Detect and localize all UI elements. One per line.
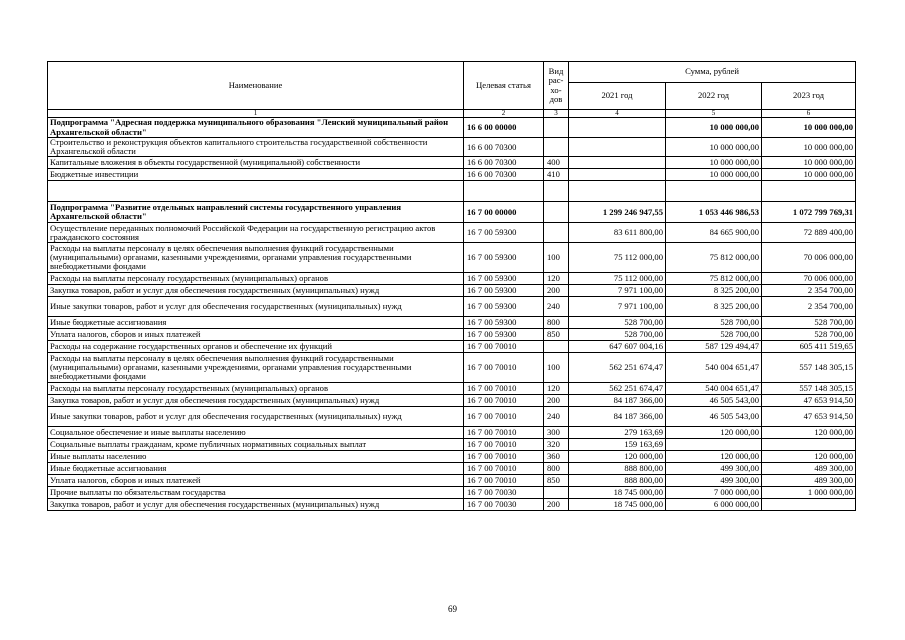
table-row [48,223,856,243]
row-sum-2023-cell: 10 000 000,00 [762,169,856,181]
row-code-cell: 16 7 00 70010 [464,407,544,427]
row-sum-2023-cell: 605 411 519,65 [762,341,856,353]
row-sum-2021-cell: 83 611 800,00 [569,223,666,243]
row-sum-2023-cell: 47 653 914,50 [762,395,856,407]
row-code-cell: 16 7 00 70010 [464,451,544,463]
row-expense-type-cell [544,181,569,202]
row-sum-2021-cell: 888 800,00 [569,475,666,487]
row-code-cell [464,181,544,202]
row-sum-2021-cell: 18 745 000,00 [569,487,666,499]
row-expense-type-cell: 100 [544,243,569,273]
column-index: 5 [666,110,762,118]
row-name-cell: Иные закупки товаров, работ и услуг для обеспечения государственных (муниципальных) нужд [48,407,464,427]
row-sum-2021-cell: 75 112 000,00 [569,273,666,285]
row-sum-2023-cell: 1 072 799 769,31 [762,202,856,223]
row-expense-type-cell: 360 [544,451,569,463]
row-sum-2023-cell: 120 000,00 [762,451,856,463]
row-sum-2022-cell: 540 004 651,47 [666,353,762,383]
row-sum-2023-cell: 70 006 000,00 [762,273,856,285]
row-code-cell: 16 7 00 70010 [464,383,544,395]
page-number: 69 [448,604,457,614]
row-code-cell: 16 7 00 70030 [464,499,544,511]
row-sum-2022-cell: 10 000 000,00 [666,169,762,181]
row-name-cell: Расходы на выплаты персоналу государственных (муниципальных) органов [48,383,464,395]
row-expense-type-cell [544,341,569,353]
row-sum-2022-cell: 1 053 446 986,53 [666,202,762,223]
row-expense-type-cell [544,487,569,499]
row-code-cell: 16 7 00 70010 [464,427,544,439]
row-expense-type-cell: 400 [544,157,569,169]
row-code-cell: 16 6 00 70300 [464,169,544,181]
row-expense-type-cell: 410 [544,169,569,181]
table-row [48,341,856,353]
row-sum-2022-cell: 540 004 651,47 [666,383,762,395]
table-row [48,181,856,202]
table-row [48,243,856,273]
row-name-cell [48,181,464,202]
row-sum-2023-cell: 528 700,00 [762,317,856,329]
row-sum-2023-cell: 72 889 400,00 [762,223,856,243]
row-sum-2021-cell: 888 800,00 [569,463,666,475]
row-sum-2021-cell: 18 745 000,00 [569,499,666,511]
row-expense-type-cell: 850 [544,329,569,341]
row-code-cell: 16 6 00 70300 [464,138,544,157]
table-row [48,297,856,317]
row-name-cell: Расходы на выплаты персоналу государственных (муниципальных) органов [48,273,464,285]
row-sum-2023-cell [762,499,856,511]
column-index: 1 [48,110,464,118]
table-row [48,427,856,439]
table-row [48,487,856,499]
row-sum-2022-cell: 10 000 000,00 [666,118,762,138]
header-row-top [48,62,856,83]
row-name-cell: Расходы на выплаты персоналу в целях обеспечения выполнения функций государственными (муниципальными) органами, казенными учреждениями, органами управления государственными внебюджетными фондами [48,353,464,383]
row-sum-2023-cell: 70 006 000,00 [762,243,856,273]
row-expense-type-cell: 200 [544,395,569,407]
row-name-cell: Подпрограмма "Развитие отдельных направлений системы государственного управления Архангельской области" [48,202,464,223]
row-code-cell: 16 7 00 59300 [464,273,544,285]
row-sum-2022-cell: 499 300,00 [666,463,762,475]
row-sum-2022-cell: 10 000 000,00 [666,138,762,157]
row-sum-2021-cell: 120 000,00 [569,451,666,463]
row-code-cell: 16 7 00 70030 [464,487,544,499]
row-sum-2021-cell: 84 187 366,00 [569,407,666,427]
row-name-cell: Осуществление переданных полномочий Российской Федерации на государственную регистрацию актов гражданского состояния [48,223,464,243]
row-sum-2023-cell: 2 354 700,00 [762,297,856,317]
row-code-cell: 16 7 00 59300 [464,285,544,297]
table-row [48,329,856,341]
row-sum-2022-cell: 46 505 543,00 [666,395,762,407]
table-row [48,317,856,329]
row-code-cell: 16 7 00 59300 [464,223,544,243]
row-code-cell: 16 7 00 59300 [464,317,544,329]
row-sum-2022-cell: 528 700,00 [666,329,762,341]
row-code-cell: 16 6 00 00000 [464,118,544,138]
row-name-cell: Иные бюджетные ассигнования [48,463,464,475]
row-expense-type-cell: 100 [544,353,569,383]
row-sum-2021-cell: 562 251 674,47 [569,383,666,395]
row-expense-type-cell: 120 [544,383,569,395]
row-expense-type-cell: 300 [544,427,569,439]
row-name-cell: Иные бюджетные ассигнования [48,317,464,329]
row-name-cell: Расходы на содержание государственных органов и обеспечение их функций [48,341,464,353]
row-sum-2022-cell [666,439,762,451]
row-sum-2023-cell [762,181,856,202]
table-row [48,118,856,138]
row-expense-type-cell: 800 [544,463,569,475]
row-sum-2023-cell: 47 653 914,50 [762,407,856,427]
row-sum-2022-cell [666,181,762,202]
row-code-cell: 16 7 00 70010 [464,395,544,407]
row-sum-2021-cell: 528 700,00 [569,329,666,341]
column-index: 4 [569,110,666,118]
row-expense-type-cell [544,138,569,157]
row-sum-2022-cell: 84 665 900,00 [666,223,762,243]
row-sum-2022-cell: 120 000,00 [666,451,762,463]
header-year-2021: 2021 год [569,83,666,110]
row-expense-type-cell [544,118,569,138]
table-row [48,499,856,511]
row-sum-2023-cell: 1 000 000,00 [762,487,856,499]
row-sum-2023-cell: 557 148 305,15 [762,383,856,395]
row-expense-type-cell: 240 [544,297,569,317]
table-row [48,395,856,407]
row-sum-2022-cell: 528 700,00 [666,317,762,329]
header-vid: Вид рас- хо- дов [544,62,569,110]
row-sum-2021-cell: 279 163,69 [569,427,666,439]
row-code-cell: 16 7 00 59300 [464,243,544,273]
row-code-cell: 16 6 00 70300 [464,157,544,169]
row-sum-2023-cell: 10 000 000,00 [762,118,856,138]
header-year-2022: 2022 год [666,83,762,110]
row-code-cell: 16 7 00 00000 [464,202,544,223]
header-sum: Сумма, рублей [569,62,856,83]
row-sum-2022-cell: 46 505 543,00 [666,407,762,427]
row-name-cell: Капитальные вложения в объекты государственной (муниципальной) собственности [48,157,464,169]
table-row [48,353,856,383]
row-sum-2023-cell: 2 354 700,00 [762,285,856,297]
row-expense-type-cell: 120 [544,273,569,285]
row-code-cell: 16 7 00 70010 [464,475,544,487]
row-sum-2021-cell [569,118,666,138]
row-sum-2021-cell: 7 971 100,00 [569,297,666,317]
table-row [48,407,856,427]
row-code-cell: 16 7 00 70010 [464,439,544,451]
row-name-cell: Закупка товаров, работ и услуг для обеспечения государственных (муниципальных) нужд [48,395,464,407]
row-sum-2023-cell: 489 300,00 [762,475,856,487]
row-sum-2022-cell: 7 000 000,00 [666,487,762,499]
row-sum-2021-cell: 159 163,69 [569,439,666,451]
row-expense-type-cell: 850 [544,475,569,487]
table-row [48,475,856,487]
table-row [48,383,856,395]
row-sum-2021-cell: 1 299 246 947,55 [569,202,666,223]
row-sum-2022-cell: 75 812 000,00 [666,273,762,285]
column-index: 2 [464,110,544,118]
row-expense-type-cell: 320 [544,439,569,451]
budget-table-body [48,62,856,511]
row-sum-2021-cell: 562 251 674,47 [569,353,666,383]
row-sum-2021-cell: 647 607 004,16 [569,341,666,353]
row-sum-2022-cell: 587 129 494,47 [666,341,762,353]
row-expense-type-cell: 200 [544,285,569,297]
row-sum-2023-cell: 528 700,00 [762,329,856,341]
row-code-cell: 16 7 00 59300 [464,329,544,341]
row-sum-2022-cell: 10 000 000,00 [666,157,762,169]
table-row [48,202,856,223]
row-name-cell: Закупка товаров, работ и услуг для обеспечения государственных (муниципальных) нужд [48,285,464,297]
row-sum-2022-cell: 8 325 200,00 [666,285,762,297]
row-sum-2021-cell [569,138,666,157]
table-row [48,439,856,451]
row-name-cell: Иные закупки товаров, работ и услуг для обеспечения государственных (муниципальных) нужд [48,297,464,317]
row-expense-type-cell [544,223,569,243]
row-sum-2023-cell: 120 000,00 [762,427,856,439]
row-sum-2022-cell: 120 000,00 [666,427,762,439]
row-code-cell: 16 7 00 70010 [464,341,544,353]
row-sum-2021-cell: 7 971 100,00 [569,285,666,297]
table-row [48,273,856,285]
row-name-cell: Уплата налогов, сборов и иных платежей [48,475,464,487]
row-sum-2023-cell [762,439,856,451]
budget-table [47,61,856,511]
header-year-2023: 2023 год [762,83,856,110]
row-code-cell: 16 7 00 59300 [464,297,544,317]
table-row [48,157,856,169]
column-index: 6 [762,110,856,118]
row-sum-2022-cell: 499 300,00 [666,475,762,487]
row-sum-2022-cell: 6 000 000,00 [666,499,762,511]
row-expense-type-cell: 240 [544,407,569,427]
row-name-cell: Расходы на выплаты персоналу в целях обеспечения выполнения функций государственными (муниципальными) органами, казенными учреждениями, органами управления государственными внебюджетными фондами [48,243,464,273]
row-expense-type-cell: 800 [544,317,569,329]
row-sum-2021-cell [569,169,666,181]
header-name: Наименование [48,62,464,110]
row-expense-type-cell [544,202,569,223]
table-row [48,169,856,181]
row-sum-2021-cell: 528 700,00 [569,317,666,329]
table-row [48,285,856,297]
row-sum-2022-cell: 75 812 000,00 [666,243,762,273]
row-sum-2023-cell: 489 300,00 [762,463,856,475]
row-name-cell: Уплата налогов, сборов и иных платежей [48,329,464,341]
row-name-cell: Социальное обеспечение и иные выплаты населению [48,427,464,439]
row-name-cell: Иные выплаты населению [48,451,464,463]
row-sum-2023-cell: 557 148 305,15 [762,353,856,383]
row-name-cell: Закупка товаров, работ и услуг для обеспечения государственных (муниципальных) нужд [48,499,464,511]
row-name-cell: Подпрограмма "Адресная поддержка муниципального образования "Ленский муниципальный район Архангельской области" [48,118,464,138]
row-sum-2023-cell: 10 000 000,00 [762,157,856,169]
column-index-row [48,110,856,118]
row-name-cell: Бюджетные инвестиции [48,169,464,181]
row-sum-2023-cell: 10 000 000,00 [762,138,856,157]
table-row [48,463,856,475]
row-code-cell: 16 7 00 70010 [464,463,544,475]
row-sum-2021-cell [569,157,666,169]
row-sum-2021-cell: 75 112 000,00 [569,243,666,273]
row-expense-type-cell: 200 [544,499,569,511]
row-sum-2021-cell: 84 187 366,00 [569,395,666,407]
table-row [48,451,856,463]
table-row [48,138,856,157]
row-name-cell: Строительство и реконструкция объектов капитального строительства государственной собственности Архангельской области [48,138,464,157]
row-sum-2022-cell: 8 325 200,00 [666,297,762,317]
row-name-cell: Прочие выплаты по обязательствам государства [48,487,464,499]
row-code-cell: 16 7 00 70010 [464,353,544,383]
row-sum-2021-cell [569,181,666,202]
column-index: 3 [544,110,569,118]
header-code: Целевая статья [464,62,544,110]
row-name-cell: Социальные выплаты гражданам, кроме публичных нормативных социальных выплат [48,439,464,451]
